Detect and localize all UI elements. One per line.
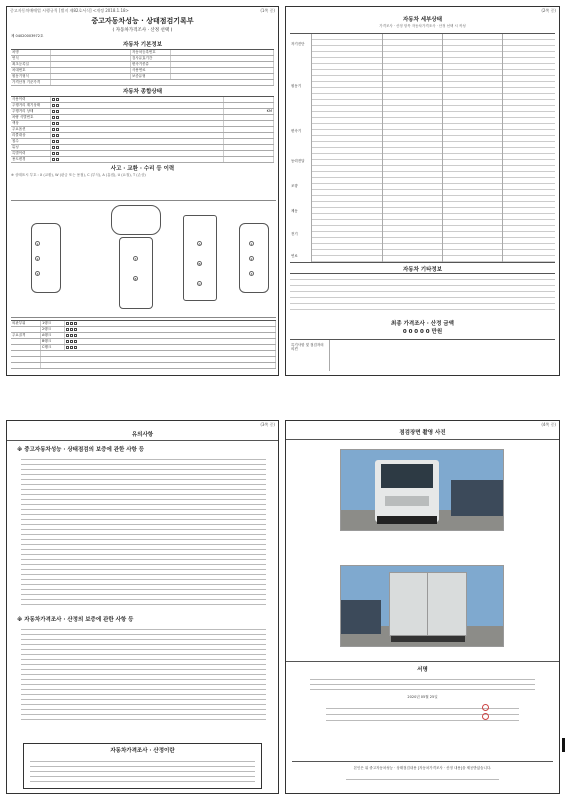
label-engine: 원동기형식 — [11, 74, 51, 79]
truck-rear-photo — [340, 565, 504, 647]
page-3 — [6, 420, 279, 794]
group-steering: 조향 — [291, 184, 298, 188]
page-number: (4쪽 중) — [541, 422, 556, 427]
notice-body-1 — [21, 455, 266, 605]
group-drivetrain: 동력전달 — [291, 159, 305, 163]
label-usage: 사용이력 — [11, 97, 51, 102]
label-mileage: 주행거리 상태 — [11, 109, 51, 114]
detail-note: 가격조사 · 산정 항목 자동차가격조사 · 산정 선택 시 작성 — [379, 24, 466, 28]
final-title: 최종 가격조사 · 산정 금액 — [391, 321, 454, 327]
scrollbar-marker — [562, 738, 565, 752]
group-brake: 제동 — [291, 209, 298, 213]
label-tuning: 튜닝 — [11, 145, 51, 150]
truck-front-photo — [340, 449, 504, 531]
label-rankC: C랭크 — [41, 345, 65, 350]
label-inspection-period: 검사유효기간 — [131, 56, 171, 61]
group-electric: 전기 — [291, 232, 298, 236]
notice-body-2 — [21, 625, 266, 720]
label-rankA: A랭크 — [41, 333, 65, 338]
inspector-label: 특기사항 및 점검자의 의견 — [290, 340, 330, 371]
page-1 — [6, 6, 279, 376]
label-outer-panel: 외판부위 — [11, 321, 41, 326]
page-2 — [285, 6, 560, 376]
final-amount: 0 0 0 0 0 만원 — [402, 329, 443, 335]
label-special-history: 특별이력 — [11, 151, 51, 156]
label-rank1: 1랭크 — [41, 321, 65, 326]
page-4 — [285, 420, 560, 794]
car-frame-diagram — [183, 215, 217, 301]
label-plate: 자동차등록번호 — [131, 50, 171, 55]
inspector-table — [290, 339, 555, 371]
car-top-front-diagram — [111, 205, 161, 235]
label-rankB: B랭크 — [41, 339, 65, 344]
label-recall: 리콜대상 — [11, 133, 51, 138]
page-number: (1쪽 중) — [260, 8, 275, 13]
detail-table — [290, 33, 555, 263]
label-odometer: 주행거리 계기상태 — [11, 103, 51, 108]
label-color: 색상 — [11, 121, 51, 126]
label-options: 주요옵션 — [11, 127, 51, 132]
notice-title: 유의사항 — [7, 430, 278, 441]
page-4-header — [286, 421, 559, 428]
accident-title: 사고 · 교환 · 수리 등 이력 — [110, 166, 175, 172]
mileage-unit: KM — [224, 109, 274, 114]
group-fuel: 연료 — [291, 254, 298, 258]
basic-info-title: 자동차 기본정보 — [122, 42, 163, 48]
serial-number: 제 04020003972호 — [11, 34, 44, 38]
label-vin-state: 차량 식별번호 — [11, 115, 51, 120]
group-transmission: 변속기 — [291, 129, 302, 133]
label-car-name: 차명 — [11, 50, 51, 55]
detail-title: 자동차 세부상태 — [402, 17, 443, 23]
stamp-1 — [482, 704, 489, 711]
label-year: 연식 — [11, 56, 51, 61]
car-top-body-diagram — [119, 237, 153, 309]
label-usage-change: 용도변경 — [11, 157, 51, 162]
page-1-header — [7, 7, 278, 14]
label-rank2: 2랭크 — [41, 327, 65, 332]
group-self-diagnosis: 자기진단 — [291, 42, 305, 46]
definition-box — [23, 743, 262, 789]
group-engine: 원동기 — [291, 84, 302, 88]
notice-heading-2: ※ 자동차가격조사 · 산정의 보증에 관한 사항 등 — [17, 617, 134, 623]
accident-note: ※ 상태표시 부호 : X (교환), W (판금 또는 용접), C (부식), A (흠집), U (요철), T (손상) — [11, 173, 146, 177]
sign-date: 2020년 05월 25일 — [407, 695, 438, 699]
label-transmission: 변속기종류 — [131, 62, 171, 67]
page-subtitle: ( 자동차가격조사 · 산정 선택 ) — [112, 28, 173, 33]
page-title: 중고자동차성능 · 상태점검기록부 — [91, 17, 194, 25]
label-vin: 차대번호 — [11, 68, 51, 73]
sign-body — [310, 675, 535, 691]
summary-title: 자동차 종합상태 — [122, 89, 163, 95]
label-fuel: 사용연료 — [131, 68, 171, 73]
page-2-header — [286, 7, 559, 14]
summary-table — [11, 96, 274, 163]
label-warranty: 보증유형 — [131, 74, 171, 79]
sign-title: 서명 — [286, 661, 559, 673]
etc-title: 자동차 기타정보 — [402, 267, 443, 273]
receipt-statement: 본인은 위 중고자동차성능 · 상태점검내용 [자동차가격조사 · 산정 내용]을 제공받았습니다. — [292, 761, 553, 771]
page-3-header — [7, 421, 278, 428]
stamp-2 — [482, 713, 489, 720]
label-first-reg: 최초등록일 — [11, 62, 51, 67]
label-frame: 주요골격 — [11, 333, 41, 338]
label-base-price: 가격산정 기준가격 — [11, 80, 51, 85]
notice-heading-1: ※ 중고자동차성능 · 상태점검의 보증에 관한 사항 등 — [17, 447, 145, 453]
label-flood: 침수 — [11, 139, 51, 144]
receipt-signature-line — [346, 779, 499, 780]
car-right-side-diagram — [239, 223, 269, 293]
etc-table — [290, 273, 555, 315]
damage-table — [11, 320, 276, 369]
signatures — [326, 703, 519, 721]
car-diagram-area: 1 2 3 7 8 A B C 1 2 3 — [11, 200, 276, 318]
definition-box-title: 자동차가격조사 · 산정이란 — [110, 748, 175, 754]
basic-info-table — [11, 49, 274, 86]
page-number: (3쪽 중) — [260, 422, 275, 427]
photo-section-title: 점검장면 촬영 사진 — [286, 428, 559, 440]
form-number: 중고자동차매매업 시행규칙 [별지 제82호서식] <개정 2018.1.18> — [10, 8, 129, 13]
page-number: (2쪽 중) — [541, 8, 556, 13]
